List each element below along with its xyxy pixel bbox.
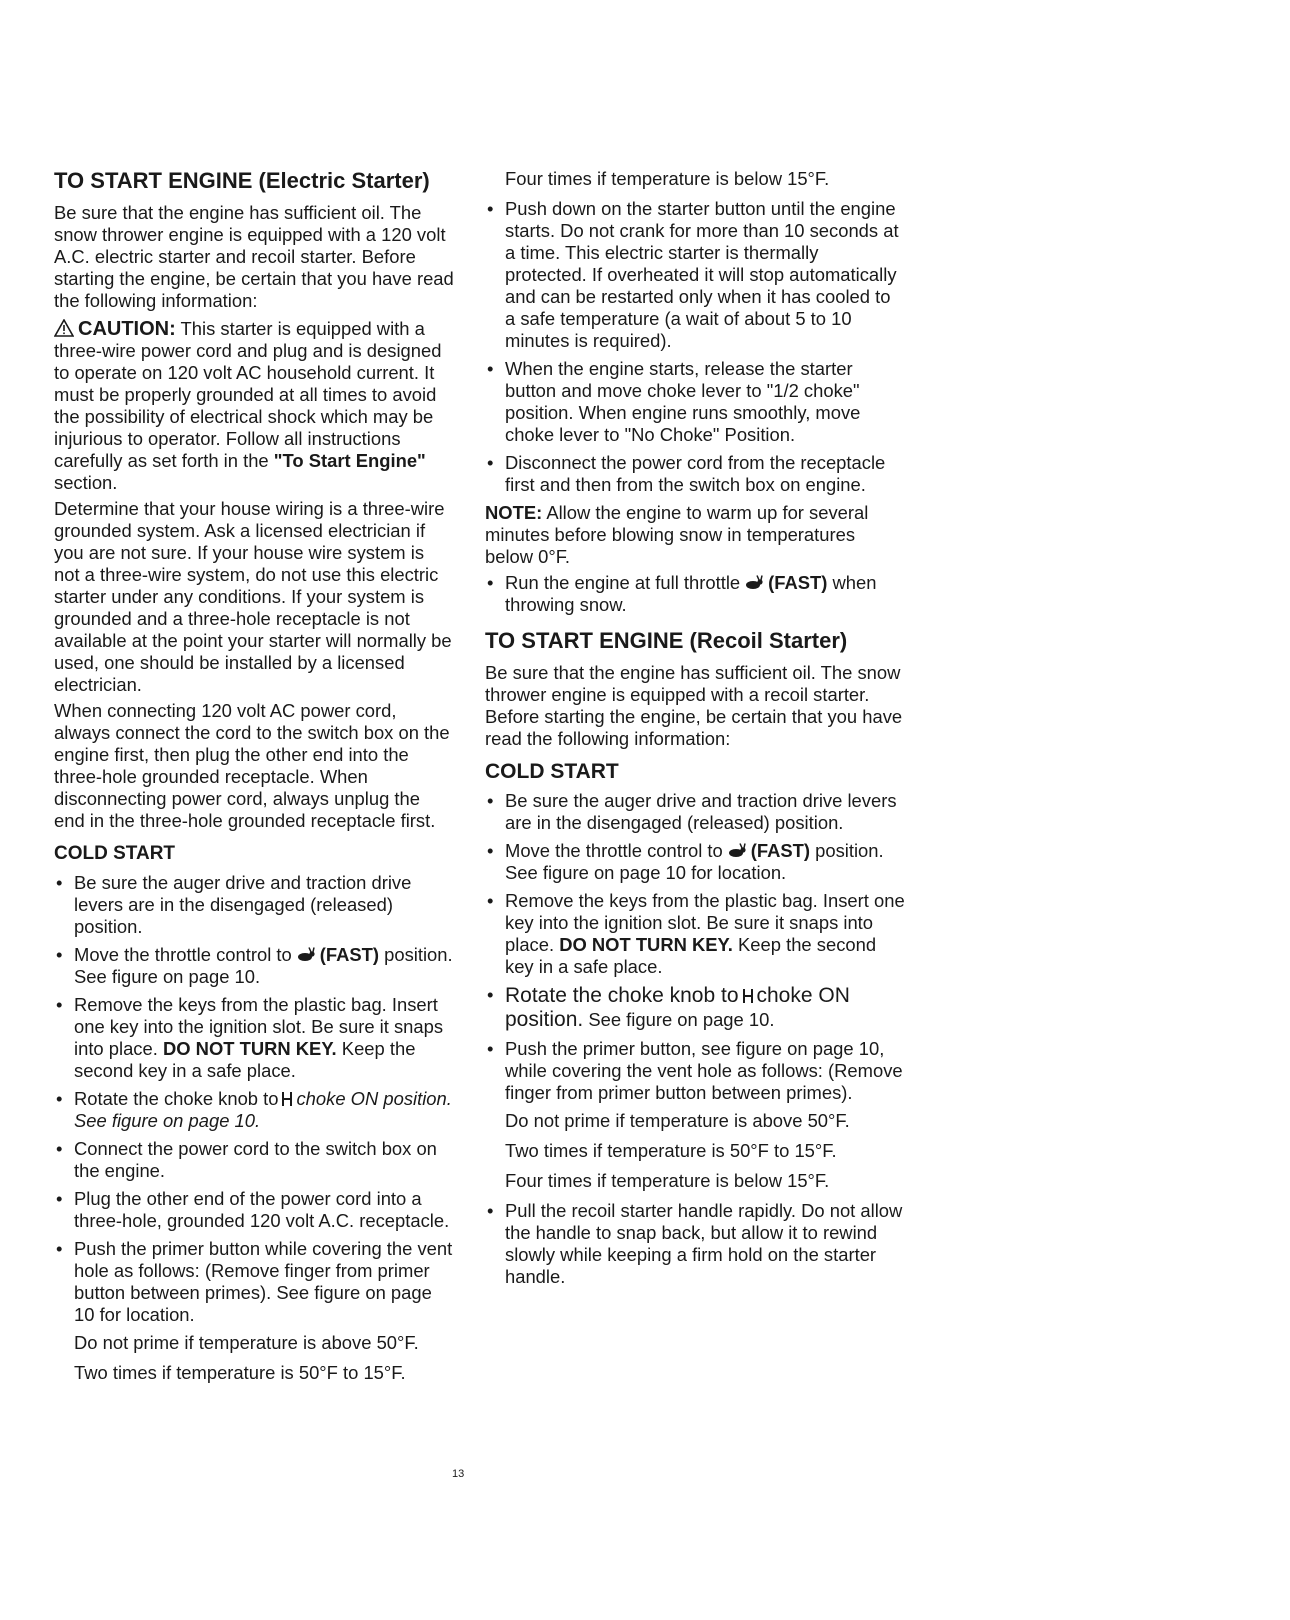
determine-paragraph: Determine that your house wiring is a three-wire grounded system. Ask a licensed electrician if you are not sure. If your house wire system is not a three-wire system, do not use this electric starter under any conditions. If your system is grounded and a three-hole receptacle is not available at the point your starter will normally be used, one should be installed by a licensed electrician. — [54, 498, 452, 695]
list-item — [54, 1088, 454, 1132]
throttle-text: Move the throttle control to — [74, 944, 292, 965]
list-item: • Plug the other end of the power cord into a three-hole, grounded 120 volt A.C. receptacle. — [54, 1188, 454, 1232]
caution-block — [54, 318, 454, 494]
do-not-turn-key: DO NOT TURN KEY. — [559, 934, 733, 955]
list-item — [485, 840, 905, 884]
list-item — [485, 890, 905, 978]
list-item: • Push down on the starter button until the engine starts. Do not crank for more than 10 seconds at a time. This electric starter is thermally protected. If overheated it will stop automatically and can be restarted only when it has cooled to a safe temperature (a wait of about 5 to 10 minutes is required). — [485, 198, 905, 352]
fast-label: (FAST) — [319, 944, 379, 965]
keys-text: Remove the keys from the plastic bag. Insert one key into the ignition slot. Be sure it snaps into place. — [74, 994, 444, 1059]
list-item: • When the engine starts, release the starter button and move choke lever to "1/2 choke" position. When engine runs smoothly, move choke lever to "No Choke" Position. — [485, 358, 905, 446]
run-post-text: when throwing snow. — [505, 572, 877, 615]
recoil-starter-heading: TO START ENGINE (Recoil Starter) — [485, 628, 848, 653]
choke-on-icon — [742, 988, 754, 1004]
do-not-turn-key: DO NOT TURN KEY. — [162, 1038, 337, 1059]
list-item: • Be sure the auger drive and traction drive levers are in the disengaged (released) position. — [54, 872, 454, 938]
list-item: • Be sure the auger drive and traction drive levers are in the disengaged (released) position. — [485, 790, 905, 834]
list-item: • Pull the recoil starter handle rapidly. Do not allow the handle to snap back, but allow it to rewind slowly while keeping a firm hold on the starter handle. — [485, 1200, 905, 1288]
list-item: • Push the primer button while covering the vent hole as follows: (Remove finger from primer button between primes). See figure on page 10 for location. — [54, 1238, 454, 1326]
rabbit-fast-icon — [727, 843, 747, 859]
choke-post-text: See figure on page 10. — [588, 1009, 775, 1030]
cold-start-heading-left: COLD START — [54, 843, 176, 864]
caution-ref-after: section. — [54, 472, 118, 493]
prime-no-text: Do not prime if temperature is above 50°F. — [505, 1110, 850, 1131]
choke-post-text: choke ON position. See figure on page 10. — [74, 1088, 452, 1131]
prime-two-text: Two times if temperature is 50°F to 15°F. — [505, 1140, 837, 1161]
keys-text: Remove the keys from the plastic bag. Insert one key into the ignition slot. Be sure it snaps into place. — [505, 890, 905, 955]
throttle-post-text: position. See figure on page 10. — [74, 944, 453, 987]
keys-post-text: Keep the second key in a safe place. — [505, 934, 877, 977]
list-item: • Connect the power cord to the switch box on the engine. — [54, 1138, 454, 1182]
choke-mid-text: choke ON position. — [505, 984, 850, 1031]
cold-start-list-right — [485, 790, 905, 1104]
rabbit-fast-icon — [296, 947, 316, 963]
list-item: • Push the primer button, see figure on page 10, while covering the vent hole as follows: (Remove finger from primer button between primes). — [485, 1038, 905, 1104]
choke-on-icon — [281, 1091, 293, 1107]
list-item — [485, 984, 905, 1032]
choke-text: Rotate the choke knob to — [505, 984, 739, 1007]
throttle-post-text: position. See figure on page 10 for location. — [505, 840, 884, 883]
fast-label: (FAST) — [750, 840, 810, 861]
four-times-text: Four times if temperature is below 15°F. — [505, 168, 830, 189]
cold-start-list-left — [54, 872, 454, 1326]
note-paragraph — [485, 502, 905, 568]
prime-four-text: Four times if temperature is below 15°F. — [505, 1170, 830, 1191]
note-label: NOTE: — [485, 502, 543, 523]
caution-label: CAUTION: — [78, 318, 176, 340]
electric-intro: Be sure that the engine has sufficient oil. The snow thrower engine is equipped with a 120 volt A.C. electric starter and recoil starter. Before starting the engine, be certain that you have read the following information: — [54, 202, 454, 311]
run-text: Run the engine at full throttle — [505, 572, 741, 593]
list-item — [485, 572, 905, 616]
run-list — [485, 572, 905, 616]
connecting-paragraph: When connecting 120 volt AC power cord, always connect the cord to the switch box on the engine first, then plug the other end into the three-hole grounded receptacle. When disconnecting power cord, always unplug the end in the three-hole grounded receptacle first. — [54, 700, 450, 831]
prime-no-text: Do not prime if temperature is above 50°F. — [74, 1332, 419, 1353]
recoil-intro: Be sure that the engine has sufficient oil. The snow thrower engine is equipped with a recoil starter. Before starting the engine, be certain that you have read the following information: — [485, 662, 903, 749]
throttle-text: Move the throttle control to — [505, 840, 723, 861]
prime-two-text: Two times if temperature is 50°F to 15°F. — [74, 1362, 406, 1383]
rabbit-fast-icon — [744, 575, 764, 591]
note-text: Allow the engine to warm up for several minutes before blowing snow in temperatures below 0°F. — [485, 502, 869, 567]
right-column — [485, 168, 905, 1294]
caution-text: This starter is equipped with a three-wire power cord and plug and is designed to operate on 120 volt AC household current. It must be properly grounded at all times to avoid the possibility of electrical shock which may be injurious to operator. Follow all instructions carefully as set forth in the — [54, 318, 442, 471]
list-item — [54, 944, 454, 988]
cold-start-heading-right: COLD START — [485, 760, 619, 783]
list-item: • Disconnect the power cord from the receptacle first and then from the switch box on engine. — [485, 452, 905, 496]
left-column — [54, 168, 454, 1392]
list-item — [54, 994, 454, 1082]
electric-starter-heading: TO START ENGINE (Electric Starter) — [54, 168, 430, 193]
pull-list — [485, 1200, 905, 1288]
choke-text: Rotate the choke knob to — [74, 1088, 279, 1109]
page-number: 13 — [452, 1468, 465, 1480]
warning-triangle-icon — [54, 319, 74, 337]
electric-steps-list — [485, 198, 905, 496]
keys-post-text: Keep the second key in a safe place. — [74, 1038, 416, 1081]
fast-label: (FAST) — [768, 572, 828, 593]
caution-ref: "To Start Engine" — [273, 450, 426, 471]
